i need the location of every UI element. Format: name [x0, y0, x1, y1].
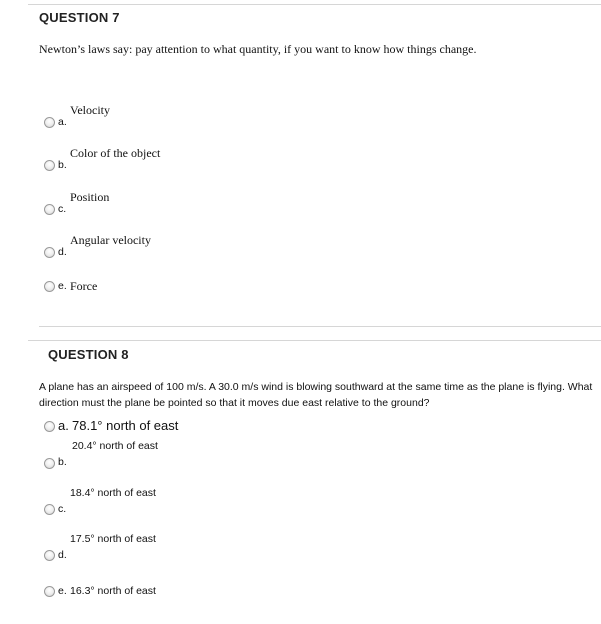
top-divider: [28, 4, 601, 5]
q7-option-e-radio[interactable]: [44, 281, 55, 292]
q7-option-b-text: Color of the object: [70, 146, 161, 160]
q8-option-d-text: 17.5° north of east: [70, 533, 156, 545]
q7-option-d-letter: d.: [58, 246, 67, 258]
q7-option-c-letter: c.: [58, 203, 67, 215]
q7-option-a-text: Velocity: [70, 103, 110, 117]
q8-option-e-text: 16.3° north of east: [70, 585, 156, 597]
q8-option-c-radio[interactable]: [44, 504, 55, 515]
q8-option-b-text: 20.4° north of east: [72, 440, 158, 452]
q7-option-b-letter: b.: [58, 159, 67, 171]
question-8-title: QUESTION 8: [48, 347, 129, 362]
q8-option-b-radio[interactable]: [44, 458, 55, 469]
q8-option-d-letter: d.: [58, 549, 67, 561]
q7-option-d-radio[interactable]: [44, 247, 55, 258]
q7-option-d-text: Angular velocity: [70, 233, 151, 247]
q8-option-c-text: 18.4° north of east: [70, 487, 156, 499]
q7-option-b-radio[interactable]: [44, 160, 55, 171]
q7-option-c-text: Position: [70, 190, 110, 204]
q8-option-d-radio[interactable]: [44, 550, 55, 561]
q8-option-a-radio[interactable]: [44, 421, 55, 432]
q8-option-e-letter: e.: [58, 585, 67, 597]
q7-option-c-radio[interactable]: [44, 204, 55, 215]
q8-option-a-letter: a.: [58, 418, 69, 433]
question-divider: [39, 326, 601, 327]
q8-option-c-letter: c.: [58, 503, 67, 515]
q7-option-a-radio[interactable]: [44, 117, 55, 128]
question-7-prompt: Newton’s laws say: pay attention to what quantity, if you want to know how things change.: [39, 42, 477, 56]
q7-option-a-letter: a.: [58, 116, 67, 128]
question-8-prompt: A plane has an airspeed of 100 m/s. A 30.0 m/s wind is blowing southward at the same time as the plane is flying. What direction must the plane be pointed so that it moves due east relative to the ground?: [39, 381, 593, 409]
q8-option-e-radio[interactable]: [44, 586, 55, 597]
q7-option-e-text: Force: [70, 279, 98, 293]
question-8-top-rule: [28, 340, 601, 341]
q8-option-b-letter: b.: [58, 456, 67, 468]
q8-option-a-text: 78.1° north of east: [72, 418, 179, 433]
question-7-title: QUESTION 7: [39, 10, 120, 25]
q7-option-e-letter: e.: [58, 280, 67, 292]
